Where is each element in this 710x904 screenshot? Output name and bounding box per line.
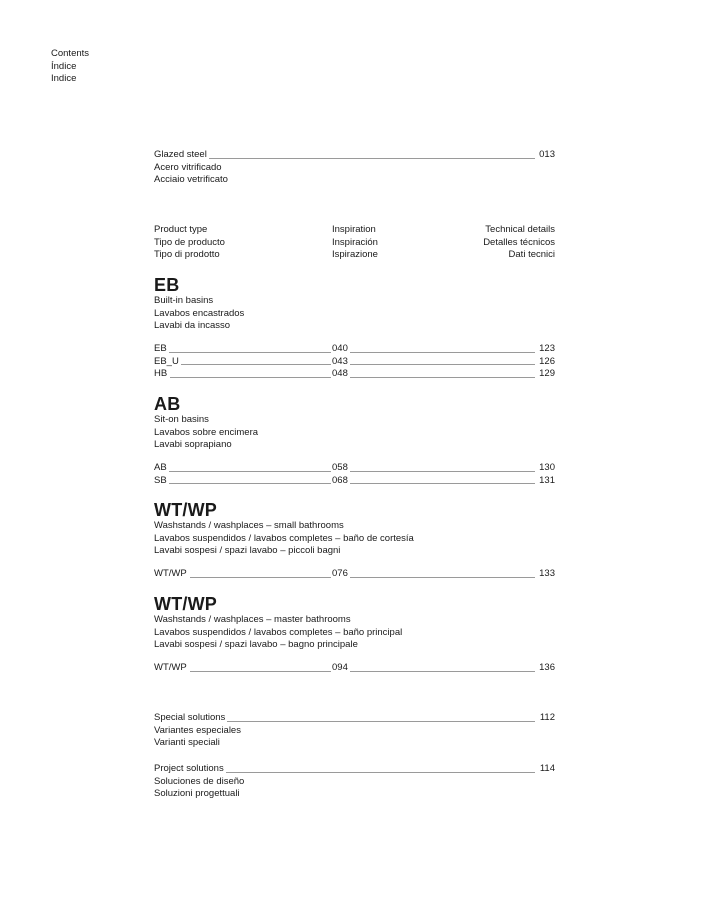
section-wt-wp-small-rows — [154, 568, 555, 581]
header-inspiration-it: Ispirazione — [332, 249, 378, 261]
leader-line — [168, 471, 331, 472]
inspiration-page[interactable]: 076 — [332, 568, 348, 579]
product-code: SB — [154, 474, 167, 486]
leader-line — [194, 158, 535, 159]
section-subtitle-es: Lavabos sobre encimera — [154, 426, 259, 438]
entry-label: Glazed steel — [154, 149, 207, 160]
section-title: EB — [154, 275, 180, 295]
entry-label: Special solutions — [154, 712, 226, 723]
heading-en: Contents — [51, 48, 90, 59]
entry-label-es: Variantes especiales — [154, 724, 241, 736]
toc-row[interactable] — [154, 149, 555, 162]
section-subtitle-it: Lavabi da incasso — [154, 320, 231, 332]
leader-line — [222, 772, 535, 773]
product-code: AB — [154, 462, 167, 473]
toc-row-eb-u[interactable] — [154, 356, 555, 369]
section-subtitle-es: Lavabos encastrados — [154, 307, 245, 319]
page-heading — [51, 48, 89, 86]
toc-row-hb[interactable] — [154, 368, 555, 381]
section-ab — [154, 394, 555, 452]
inspiration-page[interactable]: 094 — [332, 662, 348, 673]
heading-it: Indice — [51, 73, 77, 85]
leader-line — [350, 577, 535, 578]
inspiration-page[interactable]: 058 — [332, 462, 348, 473]
technical-page[interactable]: 131 — [539, 474, 555, 486]
header-technical-details — [483, 224, 555, 262]
section-eb-rows — [154, 343, 555, 381]
product-code: EB_U — [154, 355, 179, 367]
entry-label: Project solutions — [154, 763, 224, 774]
leader-line — [224, 721, 535, 722]
entry-label-it: Acciaio vetrificato — [154, 174, 228, 186]
toc-row-sb[interactable] — [154, 475, 555, 488]
technical-page[interactable]: 129 — [539, 368, 555, 380]
section-subtitle-es: Lavabos suspendidos / lavabos completes – baño principal — [154, 626, 403, 638]
leader-line — [170, 377, 331, 378]
inspiration-page[interactable]: 040 — [332, 343, 348, 354]
entry-label-it: Soluzioni progettuali — [154, 788, 240, 800]
leader-line — [350, 471, 535, 472]
header-technical-es: Detalles técnicos — [483, 236, 555, 248]
leader-line — [350, 671, 535, 672]
leader-line — [190, 671, 331, 672]
leader-line — [168, 483, 331, 484]
leader-line — [350, 377, 535, 378]
section-wt-wp-small — [154, 500, 555, 558]
section-title: AB — [154, 394, 181, 414]
section-subtitle-en: Sit-on basins — [154, 414, 209, 425]
inspiration-page[interactable]: 048 — [332, 368, 348, 380]
toc-entry-project-solutions[interactable] — [154, 763, 555, 801]
toc-row-wt-wp[interactable] — [154, 662, 555, 675]
toc-row-wt-wp[interactable] — [154, 568, 555, 581]
product-code: WT/WP — [154, 568, 187, 579]
header-inspiration-en: Inspiration — [332, 224, 376, 235]
section-eb — [154, 275, 555, 333]
section-title: WT/WP — [154, 500, 217, 520]
section-subtitle-en: Washstands / washplaces – master bathrooms — [154, 614, 351, 625]
heading-es: Índice — [51, 60, 77, 72]
toc-row-ab[interactable] — [154, 462, 555, 475]
technical-page[interactable]: 133 — [539, 568, 555, 579]
section-ab-rows — [154, 462, 555, 487]
entry-label-es: Soluciones de diseño — [154, 775, 245, 787]
entry-label-it: Varianti speciali — [154, 737, 220, 749]
technical-page[interactable]: 130 — [539, 462, 555, 473]
header-technical-it: Dati tecnici — [508, 249, 555, 261]
section-subtitle-en: Washstands / washplaces – small bathrooms — [154, 520, 344, 531]
header-product-type-it: Tipo di prodotto — [154, 249, 220, 261]
product-code: WT/WP — [154, 662, 187, 673]
page-number[interactable]: 114 — [539, 763, 555, 774]
technical-page[interactable]: 126 — [539, 355, 555, 367]
column-headers — [154, 224, 555, 262]
section-subtitle-it: Lavabi sospesi / spazi lavabo – bagno principale — [154, 639, 358, 651]
header-technical-en: Technical details — [485, 224, 555, 235]
toc-row[interactable] — [154, 712, 555, 725]
toc-entry-glazed-steel[interactable] — [154, 149, 555, 187]
toc-entry-special-solutions[interactable] — [154, 712, 555, 750]
section-wt-wp-master — [154, 594, 555, 652]
section-subtitle-it: Lavabi sospesi / spazi lavabo – piccoli bagni — [154, 545, 341, 557]
leader-line — [350, 352, 535, 353]
leader-line — [168, 352, 331, 353]
technical-page[interactable]: 123 — [539, 343, 555, 354]
inspiration-page[interactable]: 043 — [332, 355, 348, 367]
page-number[interactable]: 013 — [539, 149, 555, 160]
entry-label-es: Acero vitrificado — [154, 161, 222, 173]
page-number[interactable]: 112 — [539, 712, 555, 723]
section-subtitle-es: Lavabos suspendidos / lavabos completes – baño de cortesía — [154, 532, 414, 544]
product-code: EB — [154, 343, 167, 354]
header-inspiration-es: Inspiración — [332, 236, 378, 248]
toc-row[interactable] — [154, 763, 555, 776]
toc-row-eb[interactable] — [154, 343, 555, 356]
leader-line — [350, 364, 535, 365]
inspiration-page[interactable]: 068 — [332, 474, 348, 486]
section-title: WT/WP — [154, 594, 217, 614]
section-subtitle-it: Lavabi soprapiano — [154, 439, 232, 451]
leader-line — [350, 483, 535, 484]
leader-line — [180, 364, 331, 365]
section-subtitle-en: Built-in basins — [154, 295, 214, 306]
header-product-type-es: Tipo de producto — [154, 236, 225, 248]
product-code: HB — [154, 368, 168, 380]
header-inspiration — [332, 224, 378, 262]
header-product-type — [154, 224, 225, 262]
header-product-type-en: Product type — [154, 224, 208, 235]
leader-line — [190, 577, 331, 578]
technical-page[interactable]: 136 — [539, 662, 555, 673]
section-wt-wp-master-rows — [154, 662, 555, 675]
